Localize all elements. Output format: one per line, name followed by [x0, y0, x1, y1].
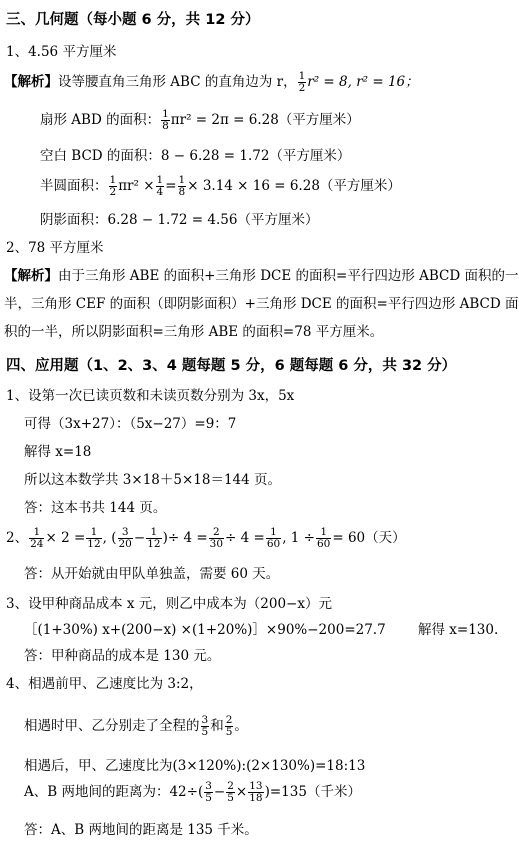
q4-l2c: 。: [234, 718, 248, 734]
s4q2-answer: 答：从开始就由甲队单独盖，需要 60 天。: [24, 566, 280, 582]
blank-label: 空白 BCD 的面积：: [40, 148, 161, 164]
q2-t4: ÷ 4 =: [225, 530, 265, 546]
fraction-3: $\frac{1}{8}$: [178, 174, 186, 198]
sector-expr: πr² = 2π = 6.28（平方厘米）: [170, 112, 360, 128]
sector-label: 扇形 ABD 的面积：: [40, 112, 161, 128]
s4q2-eq: 2、 $\frac{1}{24}$ × 2 = $\frac{1}{12}$ , ( $\frac{3}{20}$ − $\frac{1}{12}$ )÷ 4 = $\frac{2}{30}$ ÷ 4 = $\frac{1}{60}$ , 1 ÷ $\frac{1}{60}$ = 60（天）: [6, 526, 406, 550]
q2-analysis-l2: 半，三角形 CEF 的面积（即阴影面积）+三角形 DCE 的面积=平行四边形 ABCD 面: [4, 296, 519, 312]
frac-3-20: $\frac{3}{20}$: [118, 526, 132, 550]
analysis-l1-text: 由于三角形 ABE 的面积+三角形 DCE 的面积=平行四边形 ABCD 面积的一: [58, 268, 519, 284]
fraction-eighth: $\frac{1}{8}$: [162, 108, 169, 132]
q2-t5: , 1 ÷: [282, 530, 315, 546]
q4-l2b: 和: [210, 718, 224, 734]
blank-area-line: [40, 144, 350, 164]
fraction-2: $\frac{1}{4}$: [156, 174, 164, 198]
fraction-1: $\frac{1}{2}$: [109, 174, 117, 198]
frac-1-60: $\frac{1}{60}$: [266, 526, 281, 550]
s4q1-l2: 可得（3x+27）：（5x−27）=9：7: [24, 416, 237, 432]
q4-l4b: −: [213, 784, 226, 800]
s4q4-l1: 4、相遇前甲、乙速度比为 3:2，: [6, 676, 203, 692]
shade-area-line: [40, 208, 318, 228]
frac-1-60b: $\frac{1}{60}$: [316, 526, 331, 550]
s4q3-answer: 答：甲种商品的成本是 130 元。: [24, 648, 221, 664]
frac-2-5: $\frac{2}{5}$: [225, 714, 233, 738]
frac-3-5: $\frac{3}{5}$: [201, 714, 209, 738]
q1-analysis: [4, 70, 419, 94]
s4q1-l4: 所以这本数学共 3×18＋5×18＝144 页。: [24, 472, 282, 488]
frac-13-18: $\frac{13}{18}$: [249, 780, 263, 804]
s4q3-l2: ［(1+30%) x+(200−x) ×(1+20%)］×90%−200=27.7: [24, 622, 386, 638]
frac-1-12b: $\frac{1}{12}$: [147, 526, 161, 550]
frac-1-12: $\frac{1}{12}$: [87, 526, 101, 550]
frac-1-24: $\frac{1}{24}$: [30, 526, 44, 550]
q2-prefix: 2、: [6, 530, 29, 546]
q4-l4c: ×: [235, 784, 248, 800]
sector-area-line: [40, 108, 360, 132]
blank-expr: 8 − 6.28 = 1.72（平方厘米）: [160, 148, 351, 164]
s4q1-l1: 1、设第一次已读页数和未读页数分别为 3x，5x: [6, 388, 295, 404]
analysis-tag: 【解析】: [4, 74, 58, 90]
analysis-eq: r² = 8, r² = 16；: [307, 74, 419, 90]
shade-expr: 6.28 − 1.72 = 4.56（平方厘米）: [107, 212, 319, 228]
q2-analysis-l3: 积的一半，所以阴影面积=三角形 ABE 的面积=78 平方厘米。: [4, 324, 384, 340]
q2-answer: 2、78 平方厘米: [6, 240, 104, 256]
section4-heading: 四、应用题（1、2、3、4 题每题 5 分，6 题每题 6 分，共 32 分）: [6, 358, 457, 374]
semicircle-area-line: [40, 174, 401, 198]
q2-analysis-l1: [4, 264, 518, 284]
q4-l4a: A、B 两地间的距离为：42÷(: [24, 784, 204, 800]
s4q4-l3: 相遇后，甲、乙速度比为(3×120%):(2×130%)=18:13: [24, 758, 366, 774]
s4q3-l1: 3、设甲种商品成本 x 元，则乙中成本为（200−x）元: [6, 596, 332, 612]
q2-t3: ÷ 4 =: [167, 530, 208, 546]
s4q4-answer: 答：A、B 两地间的距离是 135 千米。: [24, 822, 258, 838]
frac-2-30: $\frac{2}{30}$: [209, 526, 224, 550]
semicircle-expr-c: × 3.14 × 16 = 6.28（平方厘米）: [187, 178, 401, 194]
s4q4-l4: [24, 780, 361, 804]
shade-label: 阴影面积：: [40, 212, 108, 228]
semicircle-label: 半圆面积：: [40, 178, 108, 194]
q1-answer: 1、4.56 平方厘米: [6, 44, 117, 60]
q4-l2a: 相遇时甲、乙分别走了全程的: [24, 718, 200, 734]
q2-t6: = 60（天）: [332, 530, 406, 546]
semicircle-expr-b: =: [165, 178, 177, 194]
q2-t2: ,: [102, 530, 107, 546]
s4q3-l2-right: 解得 x=130.: [418, 622, 499, 638]
s4q1-l5: 答：这本书共 144 页。: [24, 500, 167, 516]
frac-3-5b: $\frac{3}{5}$: [205, 780, 212, 804]
analysis-tag-2: 【解析】: [4, 268, 58, 284]
analysis-text: 设等腰直角三角形 ABC 的直角边为 r，: [58, 74, 297, 90]
section3-heading: 三、几何题（每小题 6 分，共 12 分）: [6, 12, 260, 28]
s4q1-l3: 解得 x=18: [24, 444, 92, 460]
q4-l4d: )=135（千米）: [264, 784, 361, 800]
s4q4-l2: [24, 714, 248, 738]
semicircle-expr-a: πr² ×: [118, 178, 155, 194]
frac-2-5b: $\frac{2}{5}$: [227, 780, 234, 804]
fraction-half: $\frac{1}{2}$: [298, 70, 306, 94]
q2-t1: × 2 =: [45, 530, 86, 546]
